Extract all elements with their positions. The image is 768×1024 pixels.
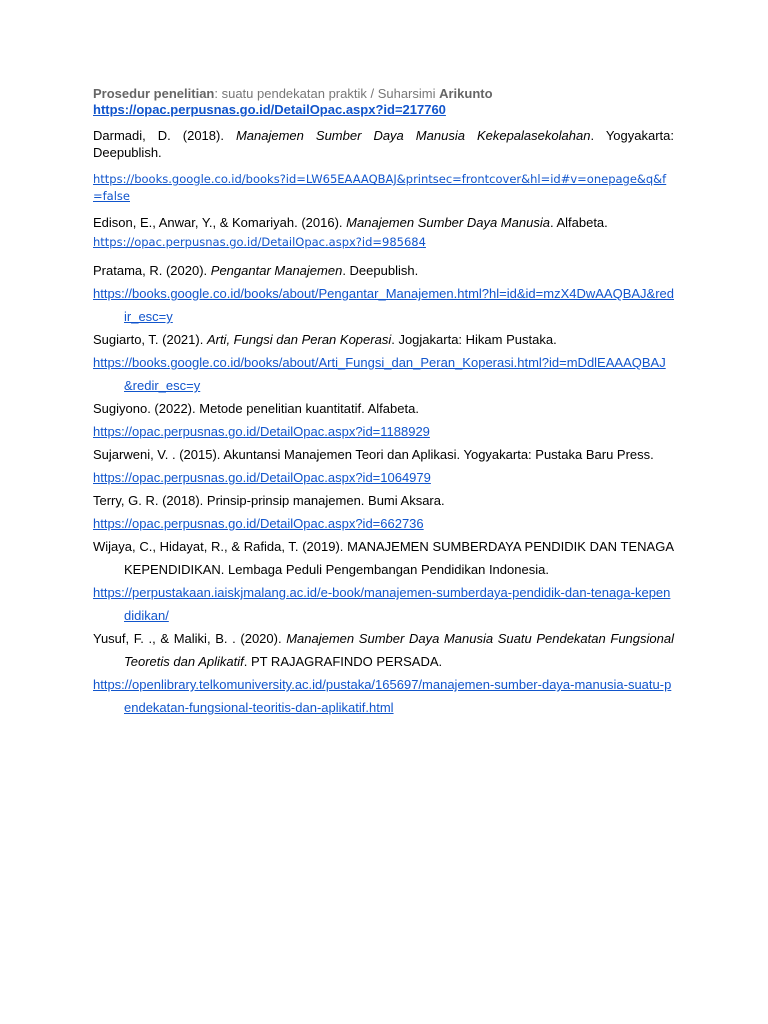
ref-sugiarto [93, 328, 674, 351]
ref-darmadi-author: Darmadi, D. (2018). [93, 128, 236, 143]
ref-pratama-link[interactable]: https://books.google.co.id/books/about/Pengantar_Manajemen.html?hl=id&id=mzX4DwAAQBAJ&redir_esc=y [93, 286, 675, 324]
header-title-rest: : suatu pendekatan praktik / Suharsimi [214, 86, 440, 101]
ref-edison-author: Edison, E., Anwar, Y., & Komariyah. (2016). [93, 215, 347, 230]
ref-edison-title: Manajemen Sumber Daya Manusia [346, 215, 550, 230]
ref-sugiyono-link[interactable]: https://opac.perpusnas.go.id/DetailOpac.aspx?id=1188929 [93, 424, 430, 439]
ref-darmadi-link[interactable]: https://books.google.co.id/books?id=LW65EAAAQBAJ&printsec=frontcover&hl=id#v=onepage&q&f=false [93, 172, 667, 203]
ref-edison-link[interactable]: https://opac.perpusnas.go.id/DetailOpac.aspx?id=985684 [93, 235, 426, 249]
ref-pratama-author: Pratama, R. (2020). [93, 263, 211, 278]
header-link[interactable]: https://opac.perpusnas.go.id/DetailOpac.aspx?id=217760 [93, 102, 446, 117]
ref-darmadi [93, 127, 674, 161]
ref-yusuf-publisher: . PT RAJAGRAFINDO PERSADA. [243, 654, 443, 669]
ref-sugiyono: Sugiyono. (2022). Metode penelitian kuantitatif. Alfabeta. [93, 401, 419, 416]
ref-sugiarto-link[interactable]: https://books.google.co.id/books/about/Arti_Fungsi_dan_Peran_Koperasi.html?id=mDdlEAAAQBAJ&redir_esc=y [93, 355, 666, 393]
ref-edison-publisher: . Alfabeta. [549, 215, 608, 230]
ref-wijaya-link[interactable]: https://perpustakaan.iaiskjmalang.ac.id/e-book/manajemen-sumberdaya-pendidik-dan-tenaga-kependidikan/ [93, 585, 671, 623]
ref-yusuf [93, 627, 674, 673]
ref-yusuf-link[interactable]: https://openlibrary.telkomuniversity.ac.id/pustaka/165697/manajemen-sumber-daya-manusia-suatu-pendekatan-fungsional-teoritis-dan-aplikatif.html [93, 677, 672, 715]
ref-sugiarto-title: Arti, Fungsi dan Peran Koperasi [206, 332, 392, 347]
ref-yusuf-author: Yusuf, F. ., & Maliki, B. . (2020). [93, 631, 287, 646]
ref-darmadi-title: Manajemen Sumber Daya Manusia Kekepalasekolahan [235, 128, 591, 143]
header-reference [93, 86, 674, 102]
ref-sugiarto-publisher: . Jogjakarta: Hikam Pustaka. [391, 332, 557, 347]
ref-pratama [93, 259, 674, 282]
ref-sugiarto-author: Sugiarto, T. (2021). [93, 332, 207, 347]
ref-pratama-publisher: . Deepublish. [342, 263, 419, 278]
ref-terry-link[interactable]: https://opac.perpusnas.go.id/DetailOpac.aspx?id=662736 [93, 516, 424, 531]
ref-edison [93, 211, 674, 234]
ref-sujarweni: Sujarweni, V. . (2015). Akuntansi Manajemen Teori dan Aplikasi. Yogyakarta: Pustaka Baru Press. [93, 447, 654, 462]
reference-list [93, 86, 674, 719]
ref-pratama-title: Pengantar Manajemen [210, 263, 343, 278]
ref-terry: Terry, G. R. (2018). Prinsip-prinsip manajemen. Bumi Aksara. [93, 493, 445, 508]
ref-sujarweni-link[interactable]: https://opac.perpusnas.go.id/DetailOpac.aspx?id=1064979 [93, 470, 431, 485]
ref-wijaya: Wijaya, C., Hidayat, R., & Rafida, T. (2019). MANAJEMEN SUMBERDAYA PENDIDIK DAN TENAGA KEPENDIDIKAN. Lembaga Peduli Pengembangan Pendidikan Indonesia. [93, 539, 674, 577]
header-author: Arikunto [439, 86, 493, 101]
ref-yusuf-title: Manajemen Sumber Daya Manusia Suatu Pendekatan Fungsional Teoretis dan Aplikatif [124, 631, 674, 669]
ref-darmadi-publisher: . Yogyakarta: Deepublish. [93, 128, 675, 160]
header-title-bold: Prosedur penelitian [93, 86, 215, 101]
